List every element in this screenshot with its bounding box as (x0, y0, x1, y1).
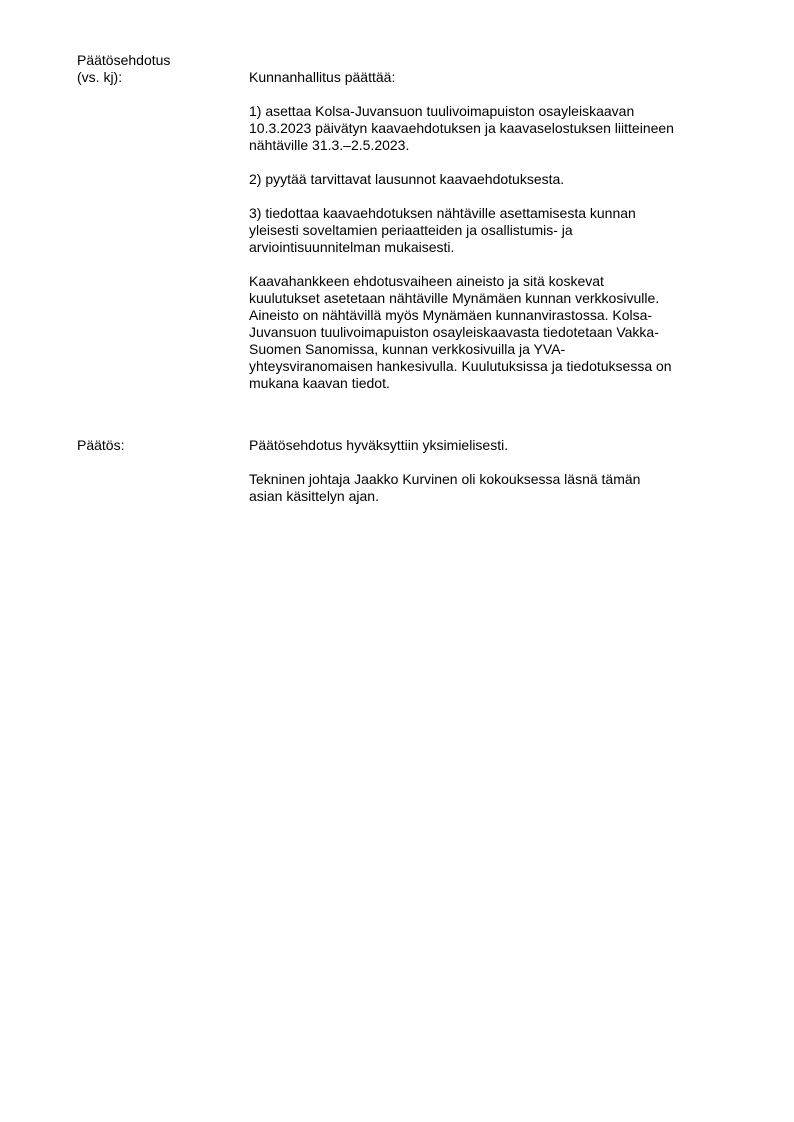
proposal-content (249, 69, 739, 392)
decision-result: Päätösehdotus hyväksyttiin yksimielisesti. (249, 437, 509, 453)
proposal-item-1: 1) asettaa Kolsa-Juvansuon tuulivoimapuiston osayleiskaavan 10.3.2023 päivätyn kaavaehdotuksen ja kaavaselostuksen liitteineen nähtäville 31.3.–2.5.2023. (249, 103, 674, 153)
proposal-notice: Kaavahankkeen ehdotusvaiheen aineisto ja sitä koskevat kuulutukset asetetaan nähtäville Mynämäen kunnan verkkosivulle. Aineisto on nähtävillä myös Mynämäen kunnanvirastossa. Kolsa- Juvansuon tuulivoimapuiston osayleiskaavasta tiedotetaan Vakka- Suomen Sanomissa, kunnan verkkosivuilla ja YVA- yhteysviranomaisen hankesivulla. Kuulutuksissa ja tiedotuksessa on mukana kaavan tiedot. (249, 273, 672, 391)
proposal-intro: Kunnanhallitus päättää: (249, 69, 396, 85)
proposal-item-3: 3) tiedottaa kaavaehdotuksen nähtäville asettamisesta kunnan yleisesti soveltamien periaatteiden ja osallistumis- ja arviointisuunnitelman mukaisesti. (249, 205, 636, 255)
proposal-item-2: 2) pyytää tarvittavat lausunnot kaavaehdotuksesta. (249, 171, 565, 187)
decision-label: Päätös: (77, 437, 125, 453)
proposal-label: Päätösehdotus (vs. kj): (77, 52, 171, 85)
decision-content (249, 437, 739, 505)
decision-attendance-note: Tekninen johtaja Jaakko Kurvinen oli kokouksessa läsnä tämän asian käsittelyn ajan. (249, 471, 641, 504)
